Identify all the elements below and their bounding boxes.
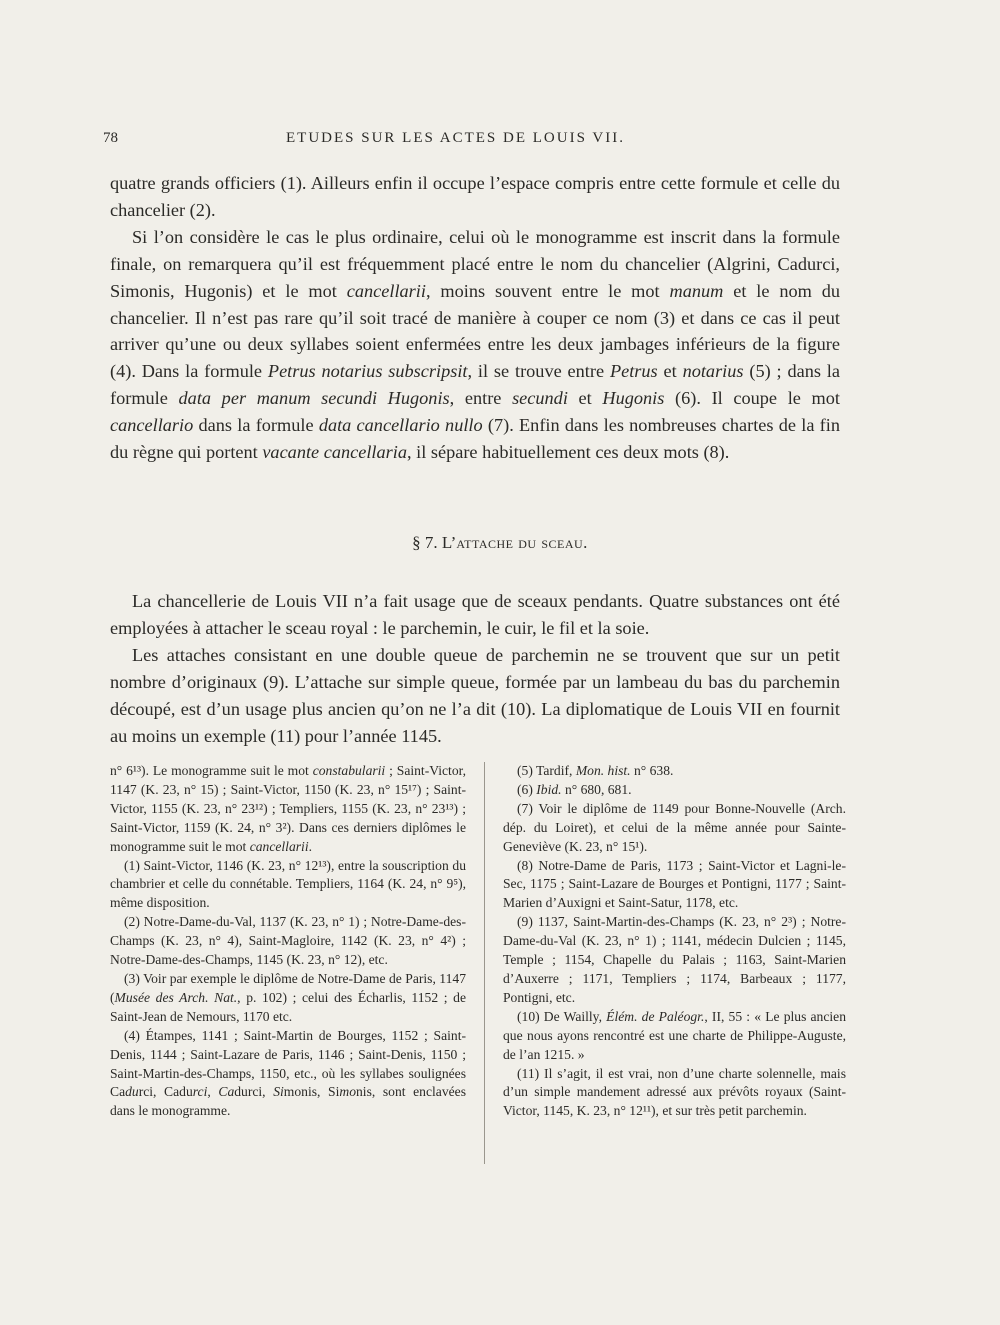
footnote xyxy=(110,913,466,970)
text-run: rci, Cadu xyxy=(138,1084,193,1100)
running-head xyxy=(103,130,883,154)
section-title-initial: L’ xyxy=(441,533,457,552)
text-run: Les attaches consistant en une double queue de parchemin ne se trouvent que sur un petit nombre d’originaux (9). L’attache sur simple queue, formée par un lambeau du bas du parchemin découpé, est d’un usage plus ancien qu’on ne l’a dit (10). La diplomatique de Louis VII en fournit au moins un exemple (11) pour l’année 1145. xyxy=(110,644,840,746)
italic-text: Mon. hist. xyxy=(575,763,631,778)
text-run: (5) ; dans la formule xyxy=(110,361,840,409)
text-run: Si l’on considère le cas le plus ordinaire, celui où le monogramme est inscrit dans la formule finale, on remarquera qu’il est fréquemment placé entre le nom du chancelier (Algrini, Cadurci, Simonis, Hugonis) et le mot xyxy=(110,226,840,301)
text-run: , p. 102) ; celui des Écharlis, 1152 ; de Saint-Jean de Nemours, 1170 etc. xyxy=(110,989,467,1024)
footnote xyxy=(110,970,466,1027)
italic-text: Si xyxy=(273,1084,284,1100)
text-run: n° 680, 681. xyxy=(561,781,632,797)
footnote xyxy=(503,857,846,914)
italic-text: Musée des Arch. Nat. xyxy=(114,989,238,1005)
footnote xyxy=(503,1065,846,1122)
footnote xyxy=(503,781,846,800)
text-run: (6). Il coupe le mot xyxy=(664,388,840,409)
italic-text: vacante cancellaria xyxy=(262,442,407,463)
italic-text: data per manum secundi Hugonis xyxy=(178,388,450,409)
text-run: (1) Saint-Victor, 1146 (K. 23, n° 12¹³), entre la souscription du chambrier et celle du connétable. Templiers, 1164 (K. 24, n° 9⁵), même disposition. xyxy=(110,857,466,911)
text-run: et xyxy=(657,361,683,382)
running-title: ETUDES SUR LES ACTES DE LOUIS VII. xyxy=(286,130,625,146)
text-run: , moins souvent entre le mot xyxy=(425,280,670,301)
main-text xyxy=(110,170,840,466)
footnote xyxy=(503,762,846,781)
section-number: § 7. xyxy=(412,533,438,552)
italic-text: du xyxy=(125,1084,139,1100)
main-paragraph-1 xyxy=(110,170,840,224)
text-run: (5) Tardif, xyxy=(517,763,576,778)
column-divider xyxy=(484,762,485,1164)
text-run: ; Saint-Victor, 1147 (K. 23, n° 15) ; Saint-Victor, 1150 (K. 23, n° 15¹⁷) ; Saint-Victor, 1155 (K. 23, n° 23¹²) ; Templiers, 1155 (K. 23, n° 23¹³) ; Saint-Victor, 1159 (K. 24, n° 3²). Dans ces derniers diplômes le monogramme suit le mot xyxy=(110,763,466,854)
italic-text: rci xyxy=(192,1084,208,1100)
text-run: n° 6¹³). Le monogramme suit le mot xyxy=(110,763,313,778)
footnotes-left-column xyxy=(110,762,466,1121)
section-paragraph-2 xyxy=(110,642,840,750)
text-run: n° 638. xyxy=(630,763,674,778)
italic-text: cancellarii xyxy=(249,838,309,854)
footnote xyxy=(503,1008,846,1065)
italic-text: Petrus xyxy=(609,361,658,382)
page-number: 78 xyxy=(103,130,118,146)
text-run: (3) Voir par exemple le diplôme de Notre-Dame de Paris, 1147 ( xyxy=(110,970,466,1005)
section-paragraph-1 xyxy=(110,588,840,642)
italic-text: cancellario xyxy=(110,415,194,436)
italic-text: secundi xyxy=(512,388,568,409)
text-run: (6) xyxy=(517,781,537,797)
text-run: (2) Notre-Dame-du-Val, 1137 (K. 23, n° 1) ; Notre-Dame-des-Champs (K. 23, n° 4), Saint-Magloire, 1142 (K. 23, n° 4²) ; Notre-Dame-des-Champs, 1145 (K. 23, n° 12), etc. xyxy=(110,914,466,968)
italic-text: data cancellario nullo xyxy=(318,415,483,436)
footnote xyxy=(110,1027,466,1122)
text-run: (7). Enfin dans les nombreuses chartes de la fin du règne qui portent xyxy=(110,415,840,463)
text-run: , il se trouve entre xyxy=(467,361,610,382)
footnote xyxy=(503,913,846,1008)
italic-text: Petrus notarius subscripsit xyxy=(267,361,468,382)
section-title: attache du sceau. xyxy=(456,533,588,552)
text-run: quatre grands officiers (1). Ailleurs enfin il occupe l’espace compris entre cette formule et celle du chancelier (2). xyxy=(110,173,840,220)
text-run: , entre xyxy=(449,388,513,409)
text-run: et xyxy=(567,388,603,409)
italic-text: notarius xyxy=(682,361,744,382)
footnotes-right-column xyxy=(503,762,846,1121)
text-run: (11) Il s’agit, il est vrai, non d’une charte solennelle, mais d’un simple mandement adressé aux prévôts royaux (Saint-Victor, 1145, K. 23, n° 12¹¹), et sur très petit parchemin. xyxy=(503,1065,846,1119)
text-run: La chancellerie de Louis VII n’a fait usage que de sceaux pendants. Quatre substances ont été employées à attacher le sceau royal : le parchemin, le cuir, le fil et la soie. xyxy=(110,591,840,638)
text-run: , II, 55 : « Le plus ancien que nous ayons rencontré est une charte de Philippe-Auguste, de l’an 1215. » xyxy=(503,1008,846,1062)
italic-text: Élém. de Paléogr. xyxy=(606,1008,705,1024)
footnote xyxy=(503,800,846,857)
text-run: durci, xyxy=(234,1084,274,1100)
footnote xyxy=(110,762,466,857)
italic-text: Ibid. xyxy=(536,781,562,797)
text-run: (10) De Wailly, xyxy=(517,1008,607,1024)
text-run: (9) 1137, Saint-Martin-des-Champs (K. 23, n° 2³) ; Notre-Dame-du-Val (K. 23, n° 1) ; 1141, médecin Dulcien ; 1145, Temple ; 1154, Chapelle du Palais ; 1163, Saint-Marien d’Auxerre ; 1171, Templiers ; 1174, Barbeaux ; 1177, Pontigni, etc. xyxy=(503,914,846,1005)
main-paragraph-2 xyxy=(110,224,840,466)
text-run: (7) Voir le diplôme de 1149 pour Bonne-Nouvelle (Arch. dép. du Loiret), et celui de la même année pour Sainte-Geneviève (K. 23, n° 15¹). xyxy=(503,800,846,854)
text-run: monis, Si xyxy=(283,1084,340,1100)
section-heading xyxy=(0,533,1000,553)
italic-text: Hugonis xyxy=(602,388,665,409)
italic-text: constabularii xyxy=(312,763,386,778)
italic-text: mo xyxy=(339,1084,356,1100)
footnote xyxy=(110,857,466,914)
text-run: (4) Étampes, 1141 ; Saint-Martin de Bourges, 1152 ; Saint-Denis, 1144 ; Saint-Lazare de Paris, 1146 ; Saint-Denis, 1150 ; Saint-Martin-des-Champs, 1150, etc., où les syllabes soulignées Ca xyxy=(110,1027,466,1100)
italic-text: manum xyxy=(669,280,724,301)
text-run: , xyxy=(207,1084,219,1100)
italic-text: cancellarii xyxy=(346,280,426,301)
text-run: . xyxy=(308,838,312,854)
text-run: , il sépare habituellement ces deux mots (8). xyxy=(406,442,730,463)
section-text xyxy=(110,588,840,749)
italic-text: Ca xyxy=(218,1084,235,1100)
text-run: (8) Notre-Dame de Paris, 1173 ; Saint-Victor et Lagni-le-Sec, 1175 ; Saint-Lazare de Bourges et Pontigni, 1177 ; Saint-Marien d’Auxigni et Saint-Satur, 1178, etc. xyxy=(503,857,846,911)
text-run: et le nom du chancelier. Il n’est pas rare qu’il soit tracé de manière à couper ce nom (3) et dans ce cas il peut arriver qu’une ou deux syllabes soient enfermées entre les deux jambages inférieurs de la figure (4). Dans la formule xyxy=(110,280,840,382)
text-run: nis, sont enclavées dans le monogramme. xyxy=(110,1084,466,1119)
text-run: dans la formule xyxy=(193,415,319,436)
